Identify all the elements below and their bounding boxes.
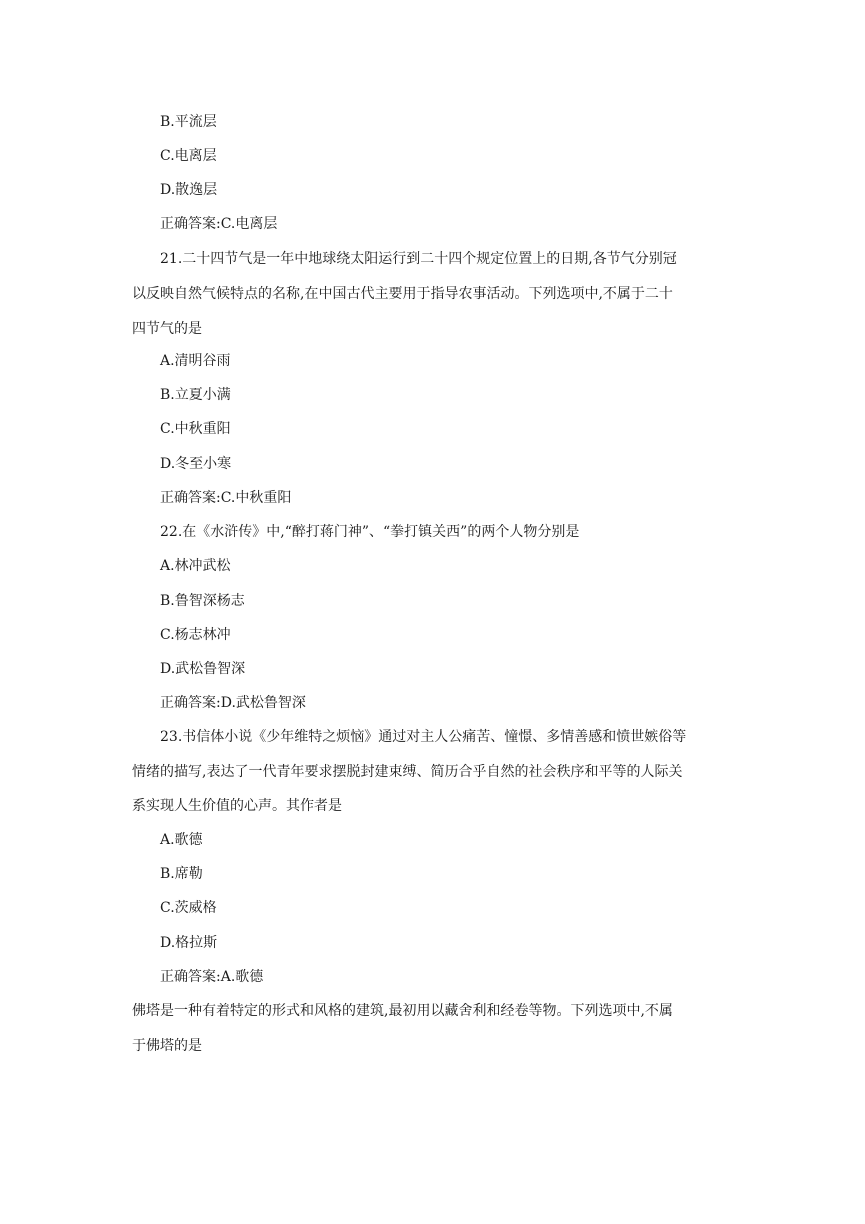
q20-option-b: B.平流层 xyxy=(160,114,217,130)
q24-stem-line-1: 佛塔是一种有着特定的形式和风格的建筑,最初用以藏舍利和经卷等物。下列选项中,不属 xyxy=(132,1003,673,1019)
q21-stem-line-3: 四节气的是 xyxy=(132,321,202,337)
q23-option-a: A.歌德 xyxy=(160,832,203,848)
q20-option-c: C.电离层 xyxy=(160,148,217,164)
q20-option-d: D.散逸层 xyxy=(160,182,218,198)
q23-stem-line-1: 23.书信体小说《少年维特之烦恼》通过对主人公痛苦、憧憬、多情善感和愤世嫉俗等 xyxy=(160,729,687,745)
q24-stem-line-2: 于佛塔的是 xyxy=(132,1038,202,1054)
q23-option-d: D.格拉斯 xyxy=(160,935,218,951)
q22-option-b: B.鲁智深杨志 xyxy=(160,593,245,609)
q22-stem-line-1: 22.在《水浒传》中,“醉打蒋门神”、“拳打镇关西”的两个人物分别是 xyxy=(160,524,580,540)
q20-answer: 正确答案:C.电离层 xyxy=(160,216,278,232)
q23-option-c: C.茨威格 xyxy=(160,900,217,916)
q23-answer: 正确答案:A.歌德 xyxy=(160,969,264,985)
q22-option-d: D.武松鲁智深 xyxy=(160,661,246,677)
q23-stem-line-2: 情绪的描写,表达了一代青年要求摆脱封建束缚、简历合乎自然的社会秩序和平等的人际关 xyxy=(132,764,683,780)
q21-option-c: C.中秋重阳 xyxy=(160,421,231,437)
q22-option-c: C.杨志林冲 xyxy=(160,627,231,643)
q23-stem-line-3: 系实现人生价值的心声。其作者是 xyxy=(132,798,342,814)
q23-option-b: B.席勒 xyxy=(160,866,203,882)
q21-option-a: A.清明谷雨 xyxy=(160,353,231,369)
q21-option-b: B.立夏小满 xyxy=(160,387,231,403)
q21-stem-line-1: 21.二十四节气是一年中地球绕太阳运行到二十四个规定位置上的日期,各节气分别冠 xyxy=(160,251,677,267)
q21-option-d: D.冬至小寒 xyxy=(160,456,232,472)
q21-stem-line-2: 以反映自然气候特点的名称,在中国古代主要用于指导农事活动。下列选项中,不属于二十 xyxy=(132,286,673,302)
q22-option-a: A.林冲武松 xyxy=(160,558,231,574)
q22-answer: 正确答案:D.武松鲁智深 xyxy=(160,695,306,711)
q21-answer: 正确答案:C.中秋重阳 xyxy=(160,490,292,506)
